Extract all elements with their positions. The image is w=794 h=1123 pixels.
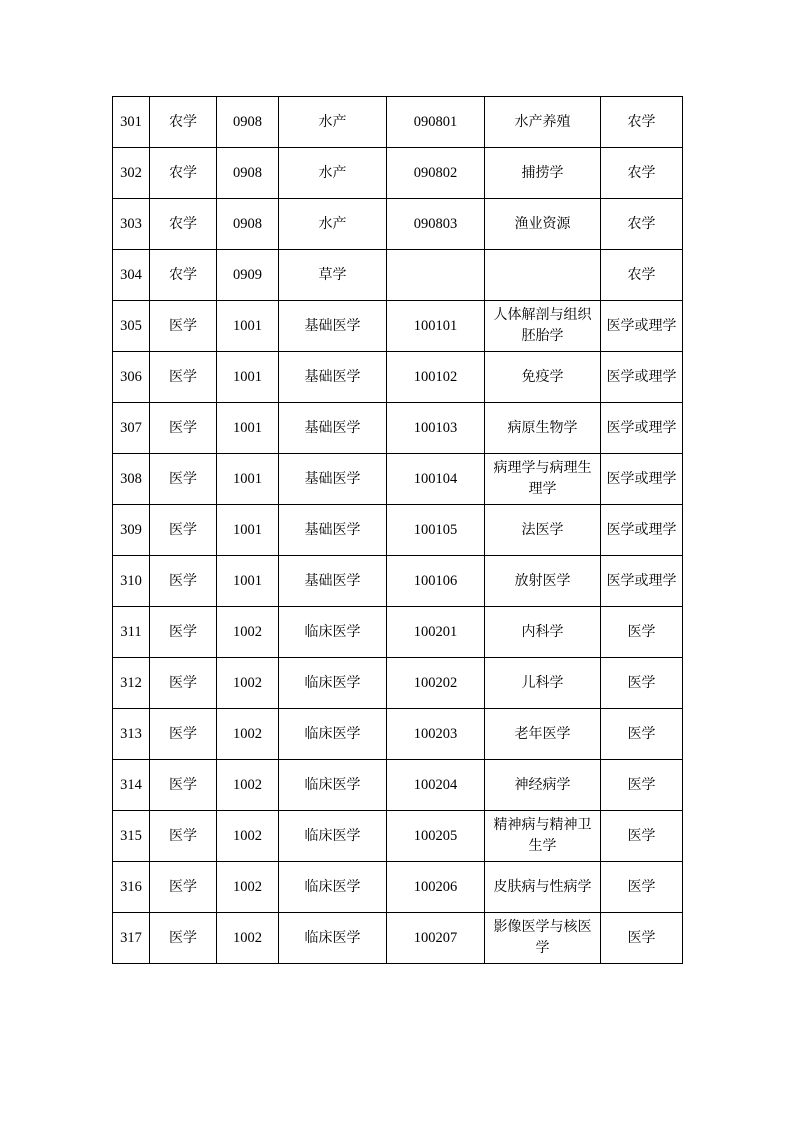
serial-number-cell: 315 (113, 811, 150, 862)
table-row (113, 301, 683, 352)
serial-number-cell: 307 (113, 403, 150, 454)
degree-type-cell: 医学或理学 (601, 556, 683, 607)
table-row (113, 250, 683, 301)
degree-type-cell: 医学 (601, 760, 683, 811)
discipline-category-cell: 医学 (150, 454, 217, 505)
second-level-name-cell: 人体解剖与组织胚胎学 (485, 301, 601, 352)
discipline-category-cell: 医学 (150, 862, 217, 913)
second-level-code-cell: 100207 (387, 913, 485, 964)
degree-type-cell: 农学 (601, 199, 683, 250)
table-row (113, 913, 683, 964)
first-level-name-cell: 临床医学 (279, 811, 387, 862)
first-level-name-cell: 草学 (279, 250, 387, 301)
discipline-category-cell: 医学 (150, 403, 217, 454)
second-level-name-cell: 水产养殖 (485, 97, 601, 148)
first-level-code-cell: 1001 (217, 352, 279, 403)
serial-number-cell: 314 (113, 760, 150, 811)
table-row (113, 709, 683, 760)
discipline-category-cell: 医学 (150, 301, 217, 352)
serial-number-cell: 306 (113, 352, 150, 403)
discipline-category-cell: 医学 (150, 556, 217, 607)
first-level-name-cell: 临床医学 (279, 709, 387, 760)
second-level-name-cell: 老年医学 (485, 709, 601, 760)
second-level-name-cell (485, 250, 601, 301)
second-level-code-cell: 100101 (387, 301, 485, 352)
table-row (113, 658, 683, 709)
degree-type-cell: 医学或理学 (601, 505, 683, 556)
first-level-code-cell: 1002 (217, 913, 279, 964)
first-level-name-cell: 水产 (279, 148, 387, 199)
table-row (113, 199, 683, 250)
degree-type-cell: 医学或理学 (601, 301, 683, 352)
first-level-code-cell: 1001 (217, 301, 279, 352)
second-level-code-cell: 100104 (387, 454, 485, 505)
serial-number-cell: 309 (113, 505, 150, 556)
discipline-category-cell: 医学 (150, 505, 217, 556)
degree-type-cell: 医学 (601, 709, 683, 760)
degree-type-cell: 医学 (601, 913, 683, 964)
serial-number-cell: 317 (113, 913, 150, 964)
serial-number-cell: 311 (113, 607, 150, 658)
serial-number-cell: 301 (113, 97, 150, 148)
degree-type-cell: 医学或理学 (601, 454, 683, 505)
first-level-code-cell: 1001 (217, 454, 279, 505)
discipline-category-cell: 医学 (150, 913, 217, 964)
table-row (113, 97, 683, 148)
second-level-name-cell: 儿科学 (485, 658, 601, 709)
discipline-table (112, 96, 683, 964)
second-level-name-cell: 法医学 (485, 505, 601, 556)
table-row (113, 148, 683, 199)
second-level-code-cell: 100202 (387, 658, 485, 709)
discipline-category-cell: 农学 (150, 199, 217, 250)
first-level-name-cell: 基础医学 (279, 505, 387, 556)
degree-type-cell: 医学或理学 (601, 352, 683, 403)
serial-number-cell: 305 (113, 301, 150, 352)
first-level-name-cell: 临床医学 (279, 760, 387, 811)
discipline-category-cell: 医学 (150, 658, 217, 709)
table-row (113, 403, 683, 454)
degree-type-cell: 医学 (601, 607, 683, 658)
degree-type-cell: 农学 (601, 250, 683, 301)
discipline-category-cell: 医学 (150, 607, 217, 658)
serial-number-cell: 312 (113, 658, 150, 709)
degree-type-cell: 医学 (601, 811, 683, 862)
discipline-category-cell: 医学 (150, 760, 217, 811)
first-level-code-cell: 1002 (217, 862, 279, 913)
first-level-code-cell: 0908 (217, 97, 279, 148)
second-level-code-cell: 100203 (387, 709, 485, 760)
serial-number-cell: 310 (113, 556, 150, 607)
degree-type-cell: 农学 (601, 148, 683, 199)
table-row (113, 454, 683, 505)
first-level-name-cell: 临床医学 (279, 913, 387, 964)
serial-number-cell: 304 (113, 250, 150, 301)
second-level-name-cell: 内科学 (485, 607, 601, 658)
table-row (113, 811, 683, 862)
serial-number-cell: 308 (113, 454, 150, 505)
second-level-code-cell: 100106 (387, 556, 485, 607)
first-level-name-cell: 基础医学 (279, 556, 387, 607)
second-level-name-cell: 病原生物学 (485, 403, 601, 454)
first-level-code-cell: 1002 (217, 760, 279, 811)
degree-type-cell: 农学 (601, 97, 683, 148)
first-level-code-cell: 0908 (217, 148, 279, 199)
second-level-name-cell: 免疫学 (485, 352, 601, 403)
second-level-code-cell: 100206 (387, 862, 485, 913)
serial-number-cell: 313 (113, 709, 150, 760)
first-level-code-cell: 1002 (217, 811, 279, 862)
table-row (113, 505, 683, 556)
second-level-name-cell: 精神病与精神卫生学 (485, 811, 601, 862)
second-level-code-cell: 100105 (387, 505, 485, 556)
second-level-name-cell: 渔业资源 (485, 199, 601, 250)
table-row (113, 862, 683, 913)
second-level-code-cell: 090801 (387, 97, 485, 148)
second-level-code-cell: 090803 (387, 199, 485, 250)
table-row (113, 760, 683, 811)
second-level-code-cell: 090802 (387, 148, 485, 199)
discipline-category-cell: 医学 (150, 811, 217, 862)
second-level-name-cell: 皮肤病与性病学 (485, 862, 601, 913)
discipline-category-cell: 农学 (150, 250, 217, 301)
first-level-name-cell: 临床医学 (279, 862, 387, 913)
second-level-code-cell (387, 250, 485, 301)
second-level-code-cell: 100204 (387, 760, 485, 811)
discipline-category-cell: 农学 (150, 148, 217, 199)
second-level-code-cell: 100201 (387, 607, 485, 658)
second-level-code-cell: 100102 (387, 352, 485, 403)
table-body (113, 97, 683, 964)
discipline-category-cell: 医学 (150, 352, 217, 403)
first-level-code-cell: 1002 (217, 709, 279, 760)
first-level-name-cell: 基础医学 (279, 301, 387, 352)
table-row (113, 556, 683, 607)
table-row (113, 352, 683, 403)
second-level-name-cell: 神经病学 (485, 760, 601, 811)
first-level-code-cell: 1002 (217, 607, 279, 658)
second-level-name-cell: 捕捞学 (485, 148, 601, 199)
first-level-name-cell: 临床医学 (279, 658, 387, 709)
table-row (113, 607, 683, 658)
first-level-name-cell: 基础医学 (279, 454, 387, 505)
second-level-name-cell: 病理学与病理生理学 (485, 454, 601, 505)
first-level-code-cell: 1001 (217, 556, 279, 607)
first-level-code-cell: 0909 (217, 250, 279, 301)
first-level-code-cell: 1001 (217, 403, 279, 454)
second-level-code-cell: 100205 (387, 811, 485, 862)
serial-number-cell: 303 (113, 199, 150, 250)
discipline-category-cell: 医学 (150, 709, 217, 760)
first-level-name-cell: 水产 (279, 199, 387, 250)
second-level-name-cell: 放射医学 (485, 556, 601, 607)
degree-type-cell: 医学或理学 (601, 403, 683, 454)
first-level-name-cell: 水产 (279, 97, 387, 148)
first-level-code-cell: 1002 (217, 658, 279, 709)
discipline-category-cell: 农学 (150, 97, 217, 148)
first-level-code-cell: 1001 (217, 505, 279, 556)
second-level-code-cell: 100103 (387, 403, 485, 454)
first-level-name-cell: 临床医学 (279, 607, 387, 658)
first-level-name-cell: 基础医学 (279, 403, 387, 454)
serial-number-cell: 316 (113, 862, 150, 913)
second-level-name-cell: 影像医学与核医学 (485, 913, 601, 964)
first-level-name-cell: 基础医学 (279, 352, 387, 403)
degree-type-cell: 医学 (601, 862, 683, 913)
serial-number-cell: 302 (113, 148, 150, 199)
degree-type-cell: 医学 (601, 658, 683, 709)
first-level-code-cell: 0908 (217, 199, 279, 250)
